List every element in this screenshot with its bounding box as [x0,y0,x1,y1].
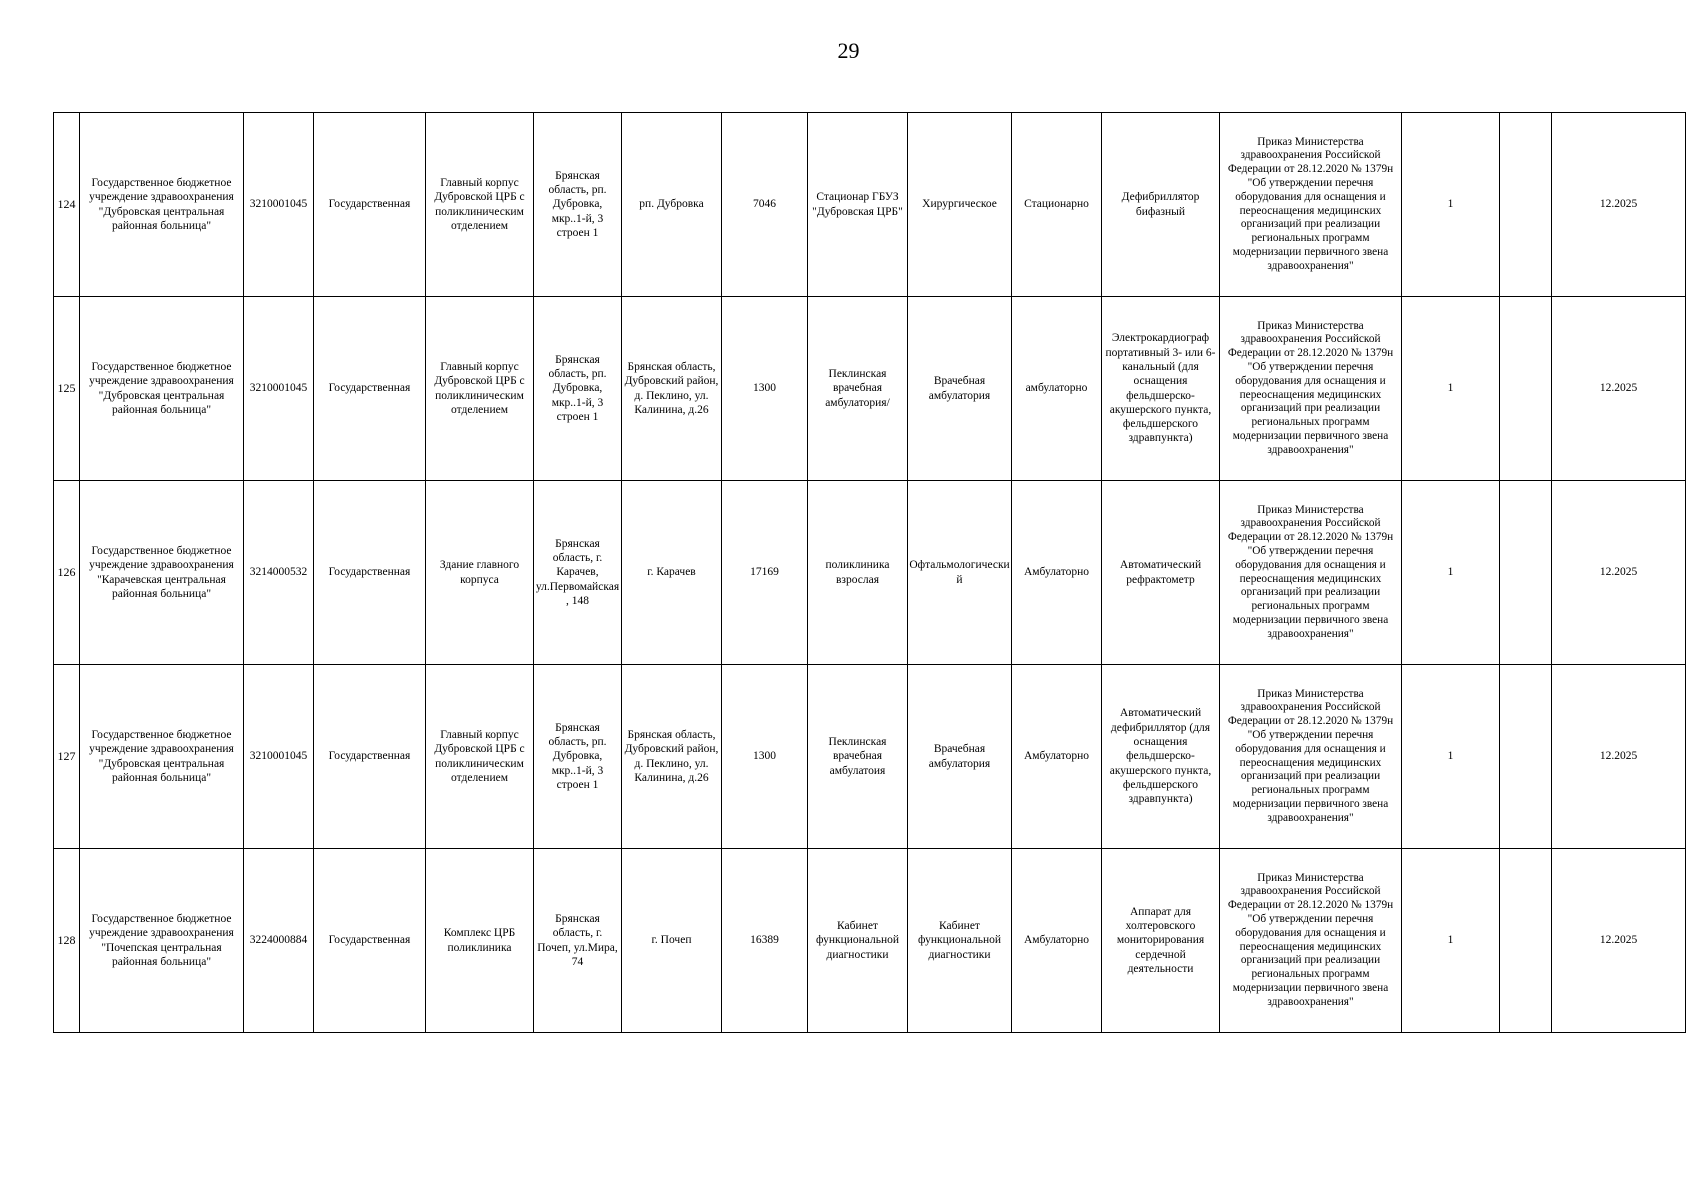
population: 7046 [722,113,808,297]
row-number: 127 [54,665,80,849]
table-row [54,113,1686,297]
building-address: Брянская область, рп. Дубровка, мкр..1-й, 3 строен 1 [534,113,622,297]
equipment-name: Автоматический рефрактометр [1102,481,1220,665]
structural-unit: Пеклинская врачебная амбулатория/ [808,297,908,481]
row-number: 126 [54,481,80,665]
institution-name: Государственное бюджетное учреждение здравоохранения "Почепская центральная районная больница" [80,849,244,1033]
building-name: Здание главного корпуса [426,481,534,665]
building-address: Брянская область, г. Почеп, ул.Мира, 74 [534,849,622,1033]
empty-cell [1500,481,1552,665]
department: Врачебная амбулатория [908,665,1012,849]
population: 17169 [722,481,808,665]
equipment-name: Дефибриллятор бифазный [1102,113,1220,297]
inn: 3210001045 [244,113,314,297]
regulatory-order: Приказ Министерства здравоохранения Российской Федерации от 28.12.2020 № 1379н "Об утверждении перечня оборудования для оснащения и переоснащения медицинских организаций при реализации региональных программ модернизации первичного звена здравоохранения" [1220,113,1402,297]
row-number: 128 [54,849,80,1033]
care-type: Амбулаторно [1012,849,1102,1033]
locality: Брянская область, Дубровский район, д. Пеклино, ул. Калинина, д.26 [622,665,722,849]
structural-unit: Стационар ГБУЗ "Дубровская ЦРБ" [808,113,908,297]
department: Врачебная амбулатория [908,297,1012,481]
ownership-form: Государственная [314,665,426,849]
building-name: Главный корпус Дубровской ЦРБ с поликлиническим отделением [426,113,534,297]
page-number: 29 [837,38,860,63]
equipment-name: Автоматический дефибриллятор (для оснащения фельдшерско-акушерского пункта, фельдшерского здравпункта) [1102,665,1220,849]
care-type: Амбулаторно [1012,665,1102,849]
empty-cell [1500,113,1552,297]
department: Хирургическое [908,113,1012,297]
care-type: Амбулаторно [1012,481,1102,665]
table-row [54,849,1686,1033]
quantity: 1 [1402,665,1500,849]
building-name: Главный корпус Дубровской ЦРБ с поликлиническим отделением [426,297,534,481]
building-name: Главный корпус Дубровской ЦРБ с поликлиническим отделением [426,665,534,849]
structural-unit: поликлиника взрослая [808,481,908,665]
table-row [54,481,1686,665]
population: 16389 [722,849,808,1033]
department: Офтальмологический [908,481,1012,665]
regulatory-order: Приказ Министерства здравоохранения Российской Федерации от 28.12.2020 № 1379н "Об утверждении перечня оборудования для оснащения и переоснащения медицинских организаций при реализации региональных программ модернизации первичного звена здравоохранения" [1220,481,1402,665]
population: 1300 [722,297,808,481]
building-address: Брянская область, рп. Дубровка, мкр..1-й, 3 строен 1 [534,665,622,849]
inn: 3224000884 [244,849,314,1033]
care-type: Стационарно [1012,113,1102,297]
equipment-name: Аппарат для холтеровского мониторирования сердечной деятельности [1102,849,1220,1033]
regulatory-order: Приказ Министерства здравоохранения Российской Федерации от 28.12.2020 № 1379н "Об утверждении перечня оборудования для оснащения и переоснащения медицинских организаций при реализации региональных программ модернизации первичного звена здравоохранения" [1220,849,1402,1033]
regulatory-order: Приказ Министерства здравоохранения Российской Федерации от 28.12.2020 № 1379н "Об утверждении перечня оборудования для оснащения и переоснащения медицинских организаций при реализации региональных программ модернизации первичного звена здравоохранения" [1220,297,1402,481]
population: 1300 [722,665,808,849]
institution-name: Государственное бюджетное учреждение здравоохранения "Карачевская центральная районная больница" [80,481,244,665]
empty-cell [1500,665,1552,849]
equipment-table [53,112,1686,1033]
quantity: 1 [1402,481,1500,665]
delivery-date: 12.2025 [1552,665,1686,849]
structural-unit: Кабинет функциональной диагностики [808,849,908,1033]
empty-cell [1500,849,1552,1033]
ownership-form: Государственная [314,297,426,481]
regulatory-order: Приказ Министерства здравоохранения Российской Федерации от 28.12.2020 № 1379н "Об утверждении перечня оборудования для оснащения и переоснащения медицинских организаций при реализации региональных программ модернизации первичного звена здравоохранения" [1220,665,1402,849]
quantity: 1 [1402,113,1500,297]
inn: 3210001045 [244,297,314,481]
table-body [54,113,1686,1033]
institution-name: Государственное бюджетное учреждение здравоохранения "Дубровская центральная районная больница" [80,665,244,849]
inn: 3214000532 [244,481,314,665]
empty-cell [1500,297,1552,481]
institution-name: Государственное бюджетное учреждение здравоохранения "Дубровская центральная районная больница" [80,113,244,297]
department: Кабинет функциональной диагностики [908,849,1012,1033]
delivery-date: 12.2025 [1552,849,1686,1033]
locality: г. Почеп [622,849,722,1033]
locality: г. Карачев [622,481,722,665]
ownership-form: Государственная [314,113,426,297]
delivery-date: 12.2025 [1552,113,1686,297]
table-row [54,665,1686,849]
delivery-date: 12.2025 [1552,297,1686,481]
institution-name: Государственное бюджетное учреждение здравоохранения "Дубровская центральная районная больница" [80,297,244,481]
ownership-form: Государственная [314,849,426,1033]
inn: 3210001045 [244,665,314,849]
care-type: амбулаторно [1012,297,1102,481]
table-row [54,297,1686,481]
quantity: 1 [1402,297,1500,481]
row-number: 125 [54,297,80,481]
locality: Брянская область, Дубровский район, д. Пеклино, ул. Калинина, д.26 [622,297,722,481]
locality: рп. Дубровка [622,113,722,297]
equipment-name: Электрокардиограф портативный 3- или 6-канальный (для оснащения фельдшерско-акушерского пункта, фельдшерского здравпункта) [1102,297,1220,481]
structural-unit: Пеклинская врачебная амбулатоия [808,665,908,849]
quantity: 1 [1402,849,1500,1033]
ownership-form: Государственная [314,481,426,665]
building-name: Комплекс ЦРБ поликлиника [426,849,534,1033]
delivery-date: 12.2025 [1552,481,1686,665]
building-address: Брянская область, г. Карачев, ул.Первомайская, 148 [534,481,622,665]
row-number: 124 [54,113,80,297]
building-address: Брянская область, рп. Дубровка, мкр..1-й, 3 строен 1 [534,297,622,481]
